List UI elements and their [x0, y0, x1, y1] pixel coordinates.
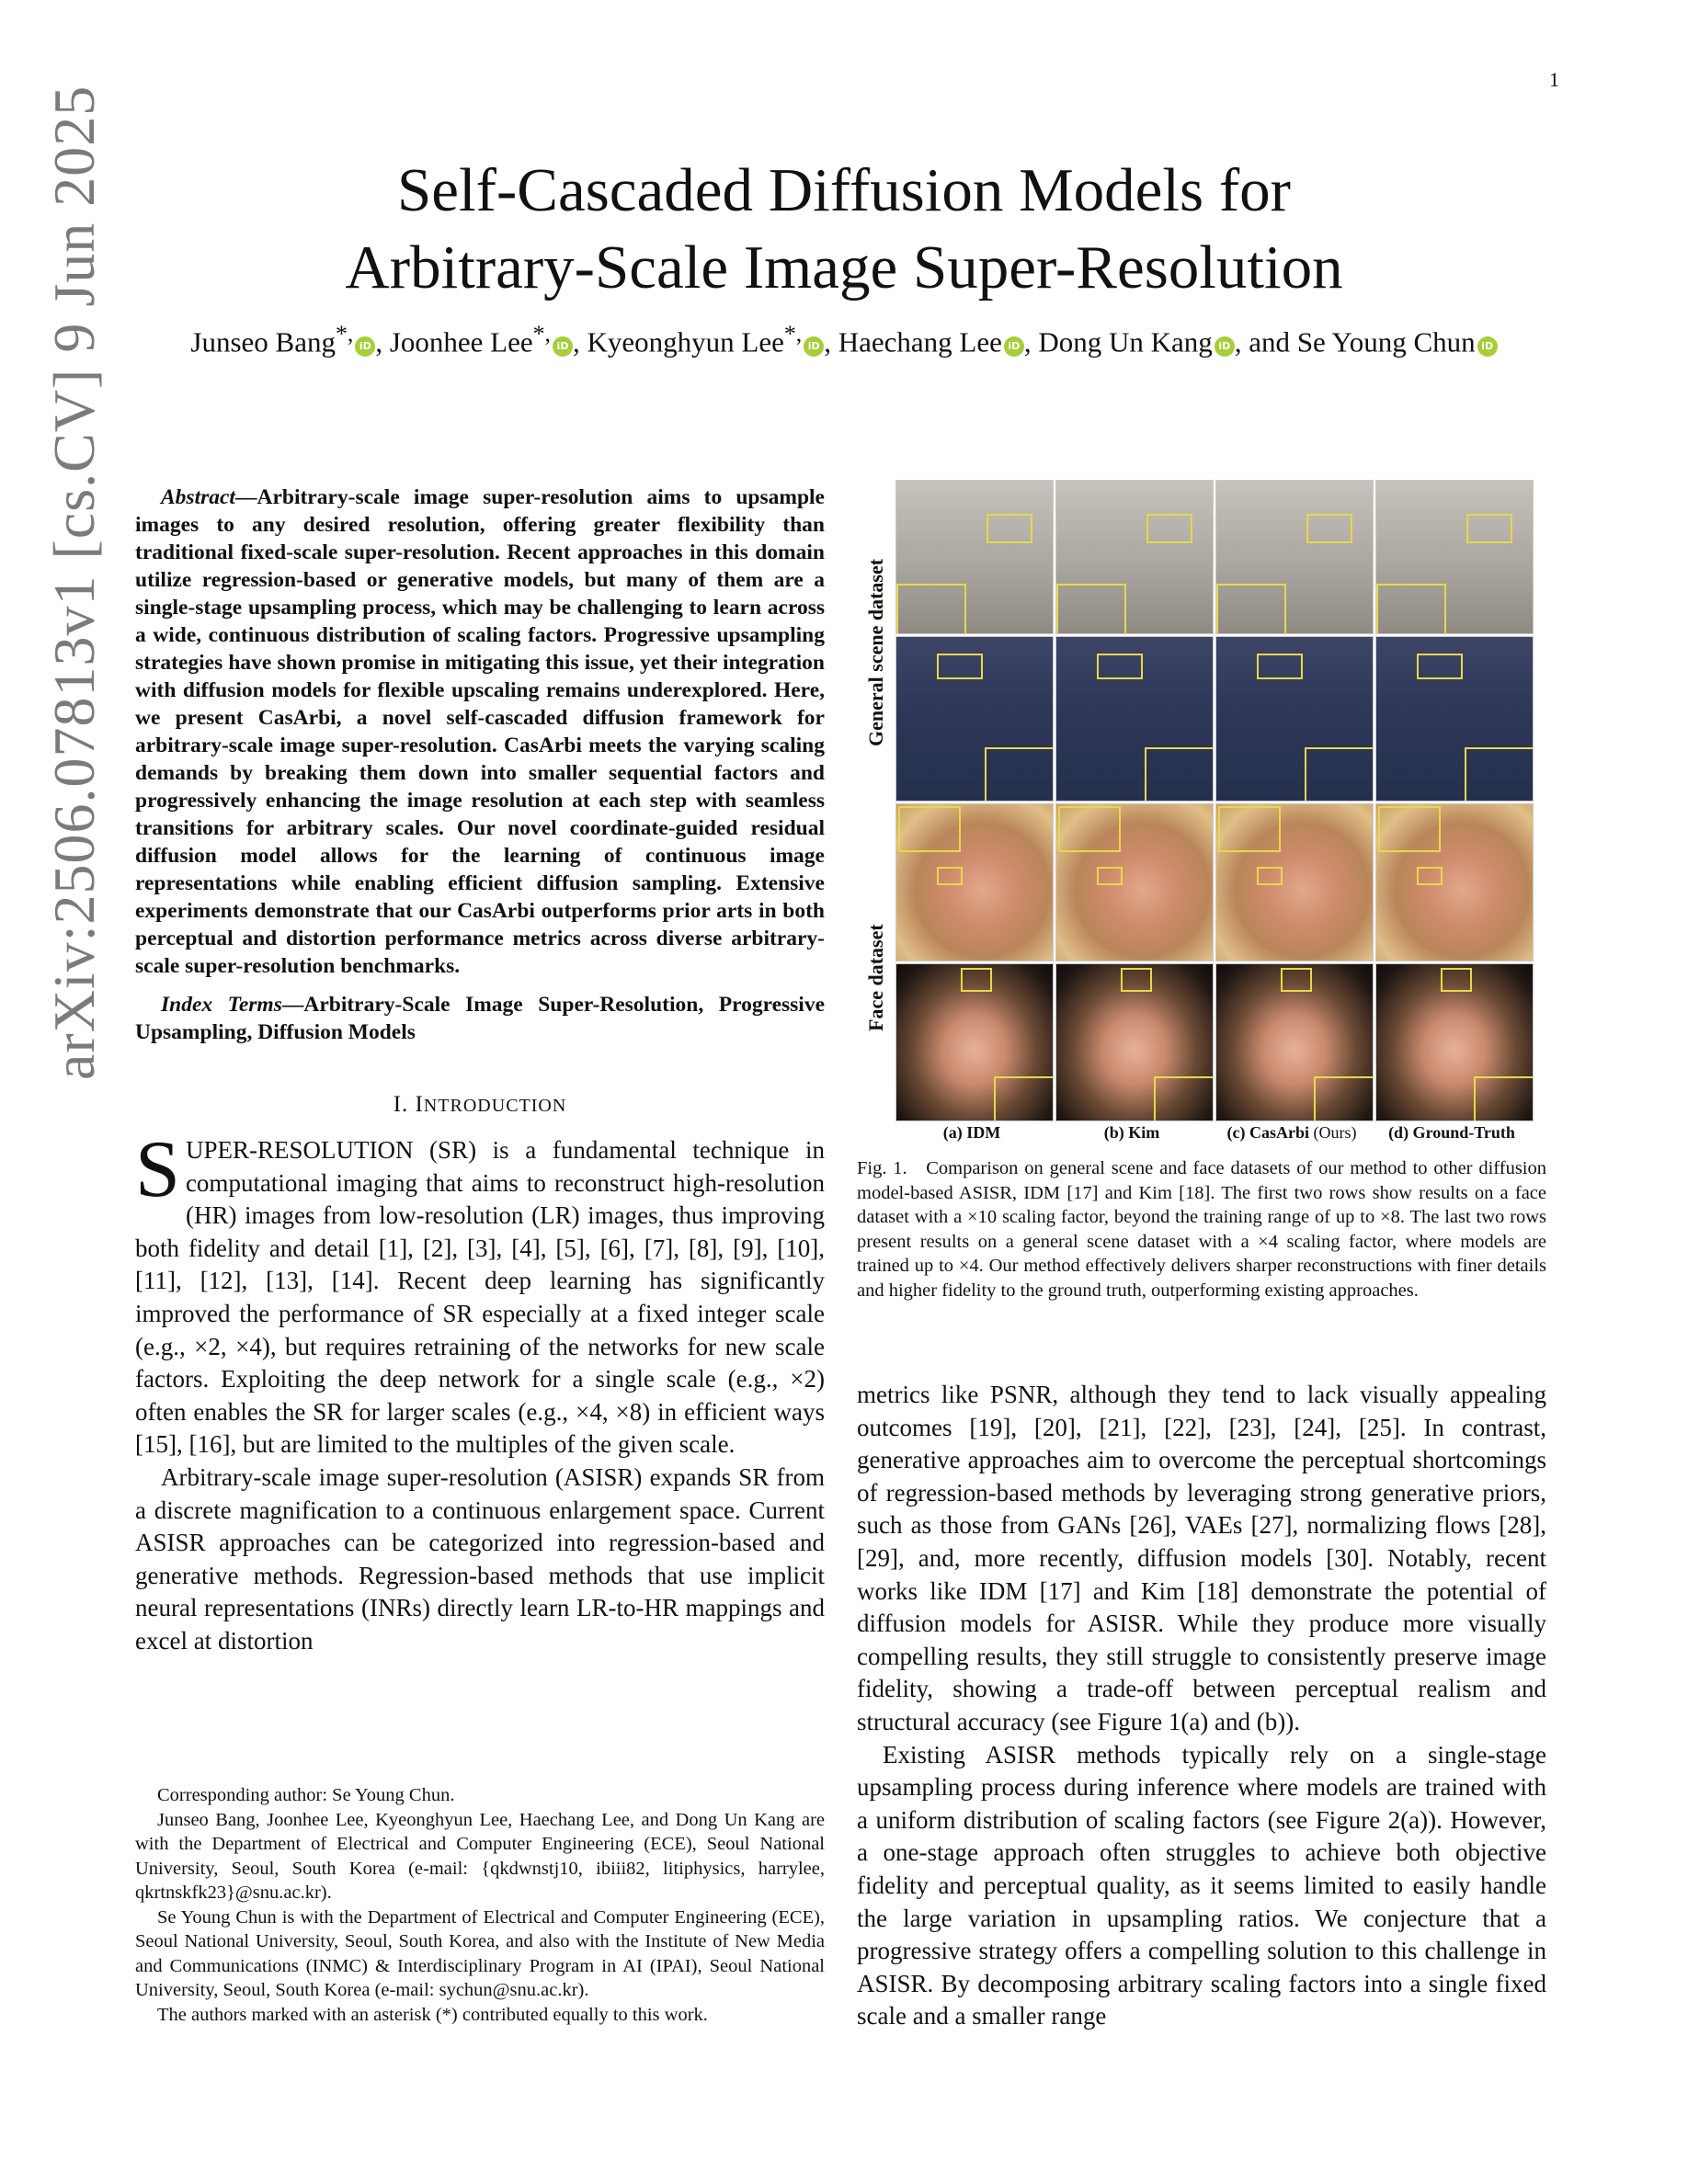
- column-caption: (d) Ground-Truth: [1388, 1123, 1515, 1142]
- result-image: [895, 963, 1054, 1121]
- result-image: [1215, 963, 1374, 1121]
- result-image: [1055, 803, 1214, 961]
- intro-paragraph-1: SUPER-RESOLUTION (SR) is a fundamental technique in computational imaging that aims to reconstruct high-resolution (HR) images from low-resolution (LR) images, thus improving both fidelity and detail [1], [2], [3], [4], [5], [6], [7], [8], [9], [10], [11], [12], [13], [14]. Recent deep learning has significantly improved the performance of SR especially at a fixed integer scale (e.g., ×2, ×4), but requires retraining of the networks for new scale factors. Exploiting the deep network for a single scale (e.g., ×2) often enables the SR for larger scales (e.g., ×4, ×8) in efficient ways [15], [16], but are limited to the multiples of the given scale.: [135, 1125, 825, 1459]
- result-image: [895, 803, 1054, 961]
- author-list: Junseo Bang*, iD , Joonhee Lee*, iD , Kyeonghyun Lee*, iD , Haechang Lee iD , Dong Un Kang iD , and Se Young Chun iD: [0, 320, 1688, 358]
- result-image: [1055, 480, 1214, 634]
- body-paragraph: Existing ASISR methods typically rely on a single-stage upsampling process during inference where models are trained with a uniform distribution of scaling factors (see Figure 2(a)). However, a one-stage approach often struggles to achieve both objective fidelity and perceptual quality, as it seems limited to easily handle the large variation in upsampling ratios. We conjecture that a progressive strategy offers a compelling solution to this challenge in ASISR. By decomposing arbitrary scaling factors into a single fixed scale and a smaller range: [857, 1740, 1546, 2030]
- result-image: [1375, 803, 1534, 961]
- index-terms: [135, 991, 825, 1046]
- result-image: [1055, 963, 1214, 1121]
- author-name: Kyeonghyun Lee: [587, 325, 784, 358]
- result-image: [895, 480, 1054, 634]
- orcid-icon[interactable]: iD: [1004, 336, 1024, 357]
- author-name: Junseo Bang: [190, 325, 336, 358]
- orcid-icon[interactable]: iD: [1477, 336, 1498, 357]
- result-image: [1215, 803, 1374, 961]
- index-terms-lead: Index Terms: [161, 993, 282, 1017]
- figure-caption: Fig. 1. Comparison on general scene and face datasets of our method to other diffusion model-based ASISR, IDM [17] and Kim [18]. The first two rows show results on a face dataset with a ×10 scaling factor, beyond the training range of up to ×8. The last two rows present results on a general scene dataset with a ×4 scaling factor, where models are trained up to ×4. Our method effectively delivers sharper reconstructions with finer details and higher fidelity to the ground truth, outperforming existing approaches.: [857, 1158, 1546, 1301]
- result-image: [1375, 636, 1534, 802]
- orcid-icon[interactable]: iD: [804, 336, 824, 357]
- footnote: The authors marked with an asterisk (*) contributed equally to this work.: [157, 2004, 708, 2025]
- abstract: [135, 483, 825, 980]
- footnote: Corresponding author: Se Young Chun.: [157, 1785, 455, 1805]
- title-line-1: Self-Cascaded Diffusion Models for: [397, 156, 1291, 224]
- result-image: [1375, 963, 1534, 1121]
- column-caption: (a) IDM: [942, 1123, 1001, 1142]
- footnote: Junseo Bang, Joonhee Lee, Kyeonghyun Lee, Haechang Lee, and Dong Un Kang are with the Department of Electrical and Computer Engineering (ECE), Seoul National University, Seoul, South Korea (e-mail: {qkdwnstj10, ibiii82, litiphysics, harrylee, qkrtnskfk23}@snu.ac.kr).: [135, 1809, 825, 1903]
- orcid-icon[interactable]: iD: [1215, 336, 1235, 357]
- introduction-body: [135, 1125, 825, 1658]
- orcid-icon[interactable]: iD: [553, 336, 573, 357]
- footnote: Se Young Chun is with the Department of Electrical and Computer Engineering (ECE), Seoul National University, Seoul, South Korea, and also with the Institute of New Media and Communications (INMC) & Interdisciplinary Program in AI (IPAI), Seoul National University, Seoul, South Korea (e-mail: sychun@snu.ac.kr).: [135, 1906, 825, 2000]
- abstract-lead: Abstract: [161, 485, 235, 509]
- index-terms-text: —Arbitrary-Scale Image Super-Resolution, Progressive Upsampling, Diffusion Models: [135, 993, 826, 1044]
- row-label-face: Face dataset: [864, 924, 887, 1031]
- intro-paragraph-2: Arbitrary-scale image super-resolution (ASISR) expands SR from a discrete magnification to a continuous enlargement space. Current ASISR approaches can be categorized into regression-based and generative methods. Regression-based methods that use implicit neural representations (INRs) directly learn LR-to-HR mappings and excel at distortion: [135, 1462, 825, 1655]
- figure-image-grid: [857, 480, 1546, 1301]
- footnotes: [135, 1783, 825, 2027]
- author-name: Dong Un Kang: [1038, 325, 1213, 358]
- author-mark: *,: [335, 320, 354, 347]
- title-line-2: Arbitrary-Scale Image Super-Resolution: [345, 233, 1343, 301]
- figure-column-captions: [892, 1123, 1546, 1147]
- section-heading-introduction: I. INTRODUCTION: [393, 1092, 567, 1117]
- result-image: [1215, 636, 1374, 802]
- figure-label: Fig. 1.: [857, 1158, 907, 1178]
- column-caption: (c) CasArbi (Ours): [1226, 1123, 1357, 1142]
- abstract-text: —Arbitrary-scale image super-resolution aims to upsample images to any desired resolution, offering greater flexibility than traditional fixed-scale super-resolution. Recent approaches in this domain utilize regression-based or generative models, but many of them are a single-stage upsampling process, which may be challenging to learn across a wide, continuous distribution of scaling factors. Progressive upsampling strategies have shown promise in mitigating this issue, yet their integration with diffusion models for flexible upscaling remains underexplored. Here, we present CasArbi, a novel self-cascaded diffusion framework for arbitrary-scale image super-resolution. CasArbi meets the varying scaling demands by breaking them down into smaller sequential factors and progressively enhancing the image resolution at each step with seamless transitions for arbitrary scales. Our novel coordinate-guided residual diffusion model allows for the learning of continuous image representations while enabling efficient diffusion sampling. Extensive experiments demonstrate that our CasArbi outperforms prior arts in both perceptual and distortion performance metrics across diverse arbitrary-scale super-resolution benchmarks.: [135, 485, 825, 978]
- page-number: 1: [1549, 68, 1559, 91]
- result-image: [1055, 636, 1214, 802]
- author-name: Joonhee Lee: [389, 325, 533, 358]
- author-name: Haechang Lee: [838, 325, 1002, 358]
- column-caption: (b) Kim: [1103, 1123, 1160, 1142]
- right-column-body: [857, 1379, 1546, 2033]
- arxiv-stamp[interactable]: arXiv:2506.07813v1 [cs.CV] 9 Jun 2025: [41, 85, 107, 1080]
- author-mark: *,: [783, 320, 803, 347]
- result-image: [1375, 480, 1534, 634]
- left-column: [135, 483, 825, 1658]
- author-name: Se Young Chun: [1296, 325, 1476, 358]
- body-paragraph: metrics like PSNR, although they tend to lack visually appealing outcomes [19], [20], [21], [22], [23], [24], [25]. In contrast, generative approaches aim to overcome the perceptual shortcomings of regression-based methods by leveraging strong generative priors, such as those from GANs [26], VAEs [27], normalizing flows [28], [29], and, more recently, diffusion models [30]. Notably, recent works like IDM [17] and Kim [18] demonstrate the potential of diffusion models for ASISR. While they produce more visually compelling results, they still struggle to consistently preserve image fidelity, showing a trade-off between perceptual realism and structural accuracy (see Figure 1(a) and (b)).: [857, 1381, 1546, 1735]
- drop-cap: S: [135, 1125, 180, 1214]
- result-image: [1215, 480, 1374, 634]
- author-mark: *,: [532, 320, 551, 347]
- orcid-icon[interactable]: iD: [355, 336, 375, 357]
- paper-title: [0, 152, 1688, 306]
- row-label-general: General scene dataset: [864, 558, 887, 746]
- figure-1: [857, 480, 1546, 1301]
- result-image: [895, 636, 1054, 802]
